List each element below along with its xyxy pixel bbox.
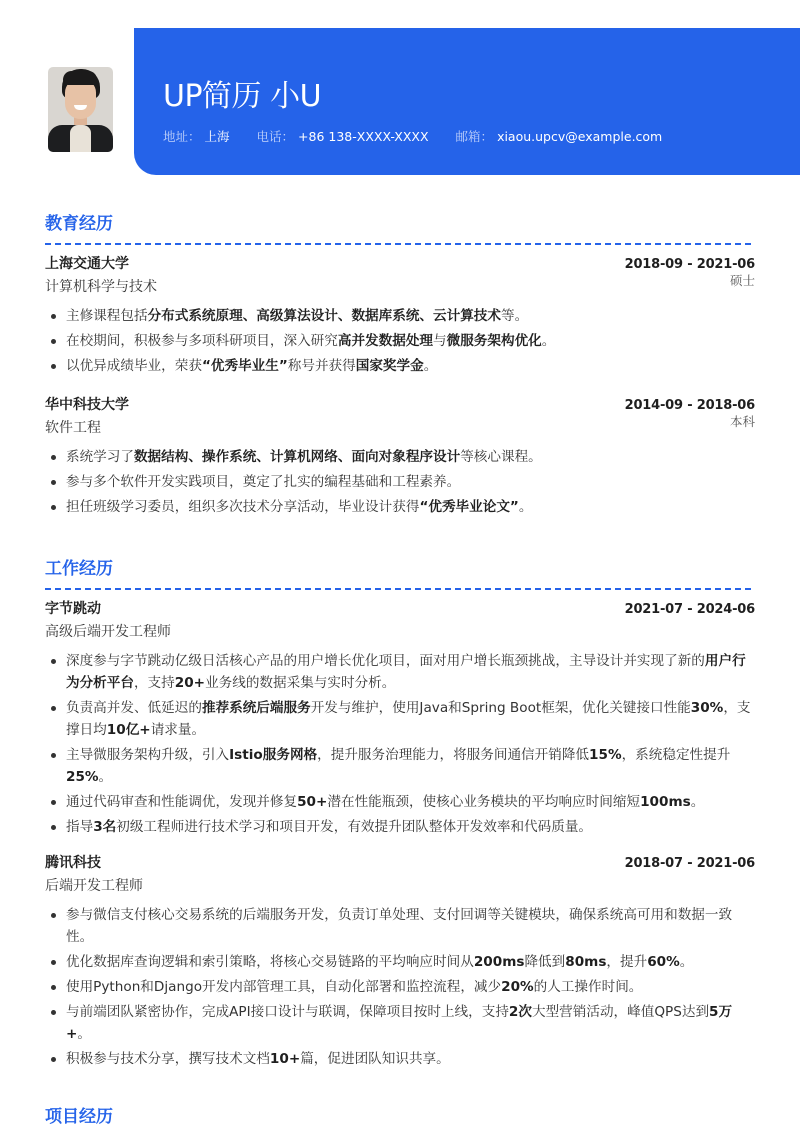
bullet-item: 与前端团队紧密协作，完成API接口设计与联调，保障项目按时上线，支持2次大型营销活动，峰值QPS达到5万+。 xyxy=(45,1001,755,1045)
section-title-work: 工作经历 xyxy=(45,559,113,579)
contact-address-label: 地址： xyxy=(163,129,201,144)
major: 软件工程 xyxy=(45,420,101,436)
section-projects xyxy=(45,1105,755,1129)
major: 计算机科学与技术 xyxy=(45,279,157,295)
job-title: 高级后端开发工程师 xyxy=(45,624,171,640)
company-name: 字节跳动 xyxy=(45,601,101,617)
section-title-projects: 项目经历 xyxy=(45,1107,113,1127)
bullet-item: 在校期间，积极参与多项科研项目，深入研究高并发数据处理与微服务架构优化。 xyxy=(45,330,755,352)
bullet-item: 优化数据库查询逻辑和索引策略，将核心交易链路的平均响应时间从200ms降低到80ms，提升60%。 xyxy=(45,951,755,973)
section-work xyxy=(45,557,755,590)
photo-face-shape xyxy=(65,79,96,119)
bullet-item: 主导微服务架构升级，引入Istio服务网格，提升服务治理能力，将服务间通信开销降低15%，系统稳定性提升25%。 xyxy=(45,744,755,788)
degree: 本科 xyxy=(729,414,755,429)
contact-phone-label: 电话： xyxy=(256,129,295,144)
contact-address xyxy=(163,129,230,145)
section-education xyxy=(45,212,755,245)
bullet-item: 通过代码审查和性能调优，发现并修复50+潜在性能瓶颈，使核心业务模块的平均响应时间缩短100ms。 xyxy=(45,791,755,813)
contact-email-value[interactable]: xiaou.upcv@example.com xyxy=(497,129,663,144)
section-title-education: 教育经历 xyxy=(45,214,113,234)
bullet-item: 指导3名初级工程师进行技术学习和项目开发，有效提升团队整体开发效率和代码质量。 xyxy=(45,816,755,838)
bullet-item: 深度参与字节跳动亿级日活核心产品的用户增长优化项目，面对用户增长瓶颈挑战，主导设计并实现了新的用户行为分析平台，支持20+业务线的数据采集与实时分析。 xyxy=(45,650,755,694)
profile-photo xyxy=(48,67,113,152)
bullet-item: 以优异成绩毕业，荣获“优秀毕业生”称号并获得国家奖学金。 xyxy=(45,355,755,377)
entry-date: 2018-07 - 2021-06 xyxy=(624,856,755,871)
contact-phone-value[interactable]: +86 138-XXXX-XXXX xyxy=(298,129,429,144)
section-divider xyxy=(45,588,755,590)
bullet-item: 参与多个软件开发实践项目，奠定了扎实的编程基础和工程素养。 xyxy=(45,471,755,493)
bullet-item: 系统学习了数据结构、操作系统、计算机网络、面向对象程序设计等核心课程。 xyxy=(45,446,755,468)
work-entry xyxy=(45,600,755,841)
entry-date: 2014-09 - 2018-06 xyxy=(624,398,755,413)
entry-date: 2018-09 - 2021-06 xyxy=(624,257,755,272)
contact-email xyxy=(456,129,663,145)
contact-phone xyxy=(257,129,429,145)
school-name: 上海交通大学 xyxy=(45,256,129,272)
bullet-list xyxy=(45,305,755,377)
job-title: 后端开发工程师 xyxy=(45,878,143,894)
education-entry xyxy=(45,396,755,521)
bullet-list xyxy=(45,904,755,1070)
contact-address-value: 上海 xyxy=(204,129,230,144)
bullet-list xyxy=(45,650,755,838)
entry-date: 2021-07 - 2024-06 xyxy=(624,602,755,617)
degree: 硕士 xyxy=(729,273,755,288)
bullet-item: 主修课程包括分布式系统原理、高级算法设计、数据库系统、云计算技术等。 xyxy=(45,305,755,327)
bullet-item: 担任班级学习委员，组织多次技术分享活动，毕业设计获得“优秀毕业论文”。 xyxy=(45,496,755,518)
work-entry xyxy=(45,854,755,1073)
school-name: 华中科技大学 xyxy=(45,397,129,413)
bullet-item: 参与微信支付核心交易系统的后端服务开发，负责订单处理、支付回调等关键模块，确保系统高可用和数据一致性。 xyxy=(45,904,755,948)
candidate-name: UP简历 小U xyxy=(163,79,322,114)
education-entry xyxy=(45,255,755,380)
company-name: 腾讯科技 xyxy=(45,855,101,871)
bullet-item: 负责高并发、低延迟的推荐系统后端服务开发与维护，使用Java和Spring Boot框架，优化关键接口性能30%，支撑日均10亿+请求量。 xyxy=(45,697,755,741)
section-divider xyxy=(45,243,755,245)
contact-email-label: 邮箱： xyxy=(455,129,494,144)
contact-info xyxy=(163,129,689,145)
bullet-item: 积极参与技术分享，撰写技术文档10+篇，促进团队知识共享。 xyxy=(45,1048,755,1070)
bullet-item: 使用Python和Django开发内部管理工具，自动化部署和监控流程，减少20%的人工操作时间。 xyxy=(45,976,755,998)
bullet-list xyxy=(45,446,755,518)
photo-shirt-shape xyxy=(70,125,91,152)
photo-fringe-shape xyxy=(63,71,97,85)
